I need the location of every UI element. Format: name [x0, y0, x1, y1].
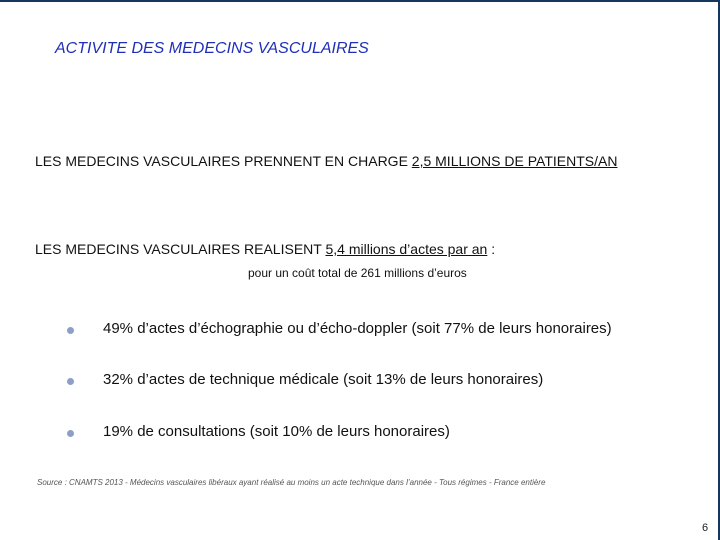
bullet-text: 19% de consultations (soit 10% de leurs honoraires) [103, 423, 450, 440]
bullet-item [0, 371, 718, 393]
patients-statement-highlight: 2,5 MILLIONS DE PATIENTS/AN [411, 153, 618, 169]
patients-statement-prefix: LES MEDECINS VASCULAIRES PRENNENT EN CHARGE [35, 153, 412, 169]
acts-statement-prefix: LES MEDECINS VASCULAIRES REALISENT [35, 241, 326, 257]
page-number: 6 [702, 522, 709, 534]
top-border [0, 0, 718, 2]
bullet-dot-icon [67, 430, 74, 437]
bullet-dot-icon [67, 378, 74, 385]
bullet-text: 32% d’actes de technique médicale (soit 13% de leurs honoraires) [103, 371, 544, 388]
source-note: Source : CNAMTS 2013 - Médecins vasculaires libéraux ayant réalisé au moins un acte technique dans l’année - Tous régimes - France entière [37, 478, 546, 487]
acts-statement [35, 241, 495, 257]
slide-title: ACTIVITE DES MEDECINS VASCULAIRES [55, 40, 369, 57]
patients-statement [35, 153, 617, 169]
acts-statement-suffix: : [487, 241, 496, 257]
bullet-item [0, 320, 718, 342]
bullet-dot-icon [67, 327, 74, 334]
acts-statement-highlight: 5,4 millions d’actes par an [325, 241, 488, 257]
cost-subline: pour un coût total de 261 millions d’euros [248, 266, 467, 280]
bullet-text: 49% d’actes d’échographie ou d’écho-doppler (soit 77% de leurs honoraires) [103, 320, 612, 337]
bullet-item [0, 423, 718, 445]
